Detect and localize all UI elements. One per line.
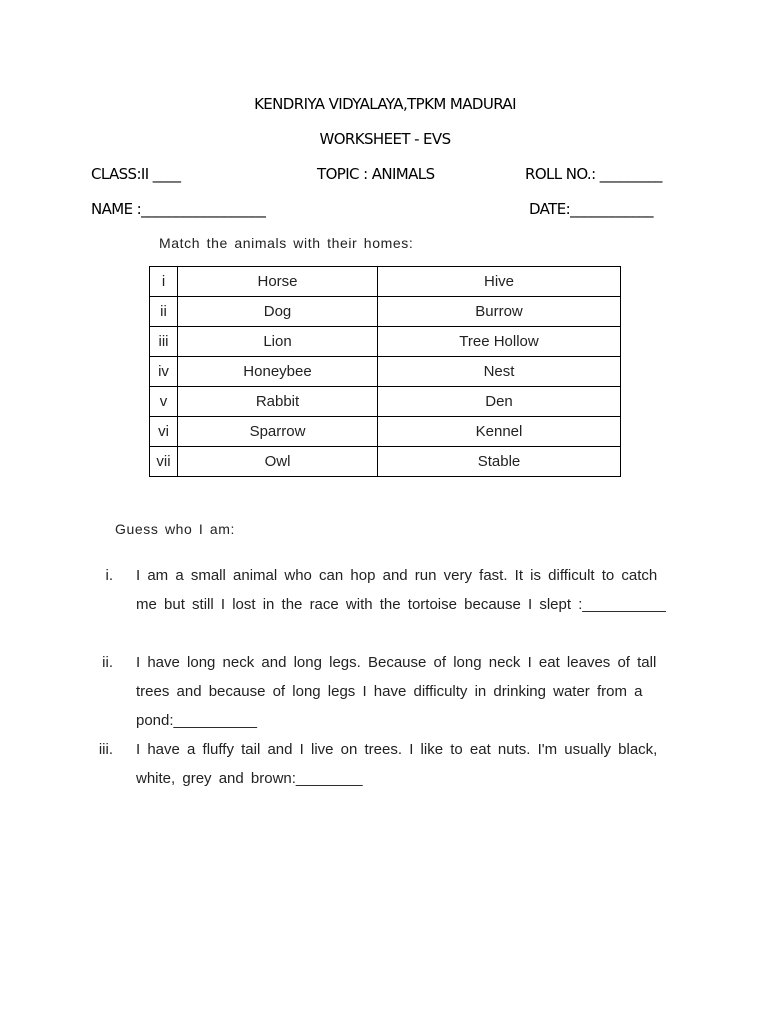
home-cell: Den — [378, 387, 621, 417]
table-row — [150, 327, 621, 357]
row-number: i — [150, 267, 178, 297]
home-cell: Tree Hollow — [378, 327, 621, 357]
table-row — [150, 297, 621, 327]
home-cell: Burrow — [378, 297, 621, 327]
table-row — [150, 417, 621, 447]
question-number: ii. — [102, 654, 113, 671]
table-row — [150, 267, 621, 297]
animal-cell: Honeybee — [178, 357, 378, 387]
school-name: KENDRIYA VIDYALAYA,TPKM MADURAI — [254, 95, 516, 113]
table-row — [150, 447, 621, 477]
topic-label: TOPIC : ANIMALS — [317, 165, 435, 183]
question-text: I have a fluffy tail and I live on trees. I like to eat nuts. I'm usually black, white, grey and brown:________ — [136, 741, 658, 787]
animal-cell: Lion — [178, 327, 378, 357]
animal-cell: Dog — [178, 297, 378, 327]
row-number: vi — [150, 417, 178, 447]
guess-instruction: Guess who I am: — [115, 521, 236, 537]
row-number: iv — [150, 357, 178, 387]
question-number: iii. — [98, 741, 113, 758]
question-text: I am a small animal who can hop and run very fast. It is difficult to catch me but still I lost in the race with the tortoise because I slept :__________ — [136, 567, 666, 613]
class-field: CLASS:II ____ — [91, 165, 181, 183]
match-table — [149, 266, 621, 477]
question-number: i. — [105, 567, 113, 584]
animal-cell: Horse — [178, 267, 378, 297]
animal-cell: Owl — [178, 447, 378, 477]
table-row — [150, 387, 621, 417]
table-row — [150, 357, 621, 387]
home-cell: Kennel — [378, 417, 621, 447]
worksheet-title: WORKSHEET - EVS — [319, 130, 451, 148]
home-cell: Nest — [378, 357, 621, 387]
row-number: vii — [150, 447, 178, 477]
row-number: iii — [150, 327, 178, 357]
row-number: ii — [150, 297, 178, 327]
animal-cell: Rabbit — [178, 387, 378, 417]
row-number: v — [150, 387, 178, 417]
home-cell: Hive — [378, 267, 621, 297]
match-instruction: Match the animals with their homes: — [159, 235, 414, 251]
home-cell: Stable — [378, 447, 621, 477]
roll-number-field: ROLL NO.: _________ — [525, 165, 662, 183]
animal-cell: Sparrow — [178, 417, 378, 447]
name-field: NAME :__________________ — [91, 200, 266, 218]
date-field: DATE:____________ — [529, 200, 653, 218]
question-text: I have long neck and long legs. Because of long neck I eat leaves of tall trees and because of long legs I have difficulty in drinking water from a pond:__________ — [136, 654, 657, 729]
